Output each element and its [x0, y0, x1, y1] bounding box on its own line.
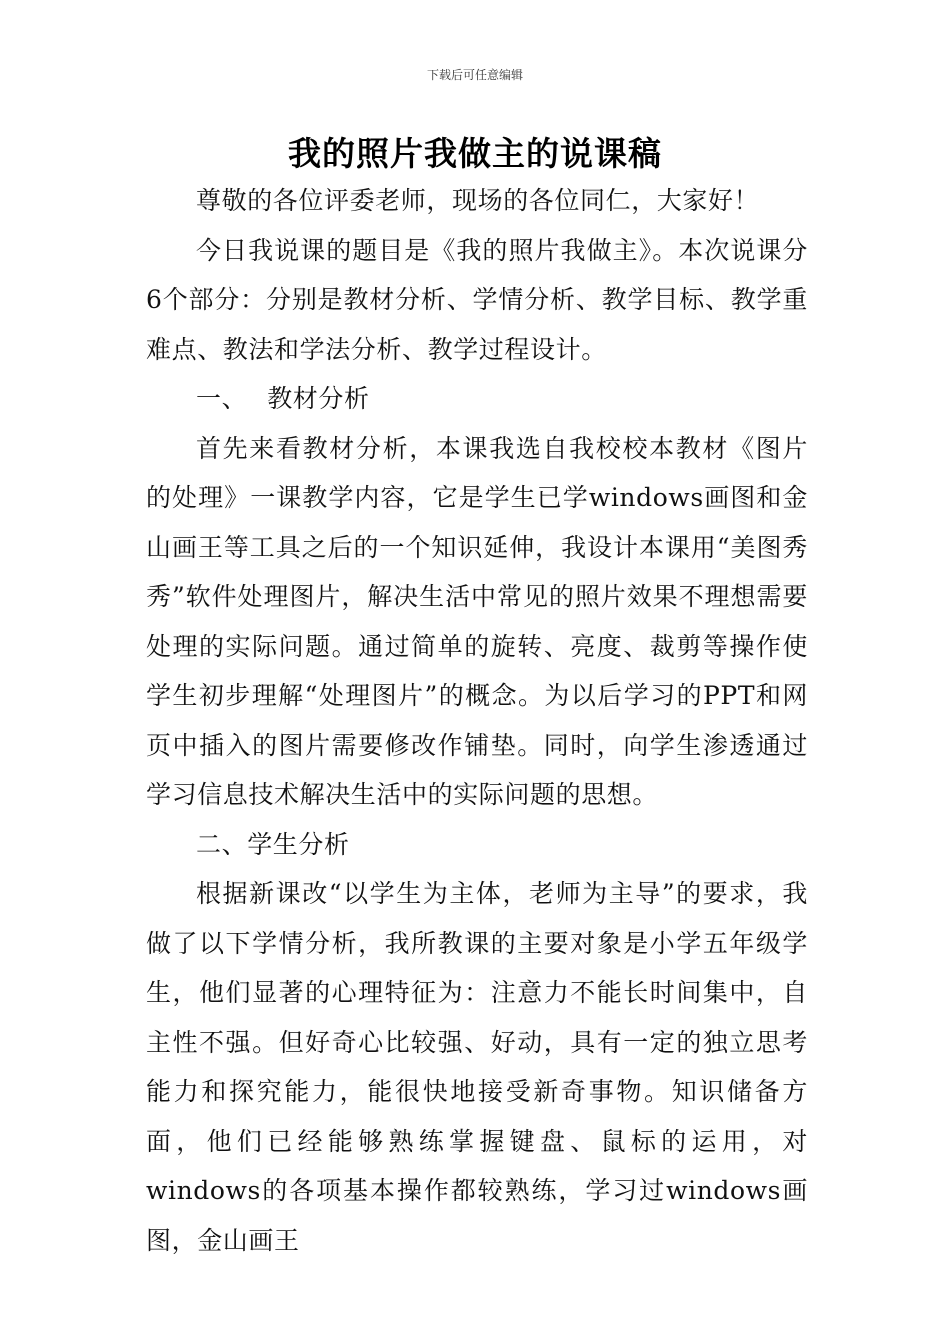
- section-heading-textbook-analysis: [146, 374, 808, 424]
- student-analysis-paragraph: 根据新课改“以学生为主体，老师为主导”的要求，我做了以下学情分析，我所教课的主要对象是小学五年级学生，他们显著的心理特征为：注意力不能长时间集中，自主性不强。但好奇心比较强、好动，具有一定的独立思考能力和探究能力，能很快地接受新奇事物。知识储备方面，他们已经能够熟练掌握键盘、鼠标的运用，对windows的各项基本操作都较熟练，学习过windows画图，金山画王: [146, 879, 808, 1255]
- section-label: 学生分析: [247, 829, 350, 859]
- section-label: 教材分析: [267, 384, 370, 413]
- header-note: 下载后可任意编辑: [426, 68, 523, 82]
- document-title: 我的照片我做主的说课稿: [288, 134, 662, 173]
- textbook-analysis-paragraph: 首先来看教材分析，本课我选自我校校本教材《图片的处理》一课教学内容，它是学生已学windows画图和金山画王等工具之后的一个知识延伸，我设计本课用“美图秀秀”软件处理图片，解决生活中常见的照片效果不理想需要处理的实际问题。通过简单的旋转、亮度、裁剪等操作使学生初步理解“处理图片”的概念。为以后学习的PPT和网页中插入的图片需要修改作铺垫。同时，向学生渗透通过学习信息技术解决生活中的实际问题的思想。: [146, 433, 808, 809]
- greeting-paragraph: 尊敬的各位评委老师，现场的各位同仁，大家好！: [196, 186, 760, 215]
- section-number: 一、: [196, 384, 248, 413]
- intro-paragraph: 今日我说课的题目是《我的照片我做主》。本次说课分6个部分：分别是教材分析、学情分析、教学目标、教学重难点、教法和学法分析、教学过程设计。: [146, 235, 808, 364]
- section-number: 二、: [196, 829, 248, 859]
- document-body: [146, 176, 808, 1265]
- section-heading-student-analysis: [146, 820, 808, 870]
